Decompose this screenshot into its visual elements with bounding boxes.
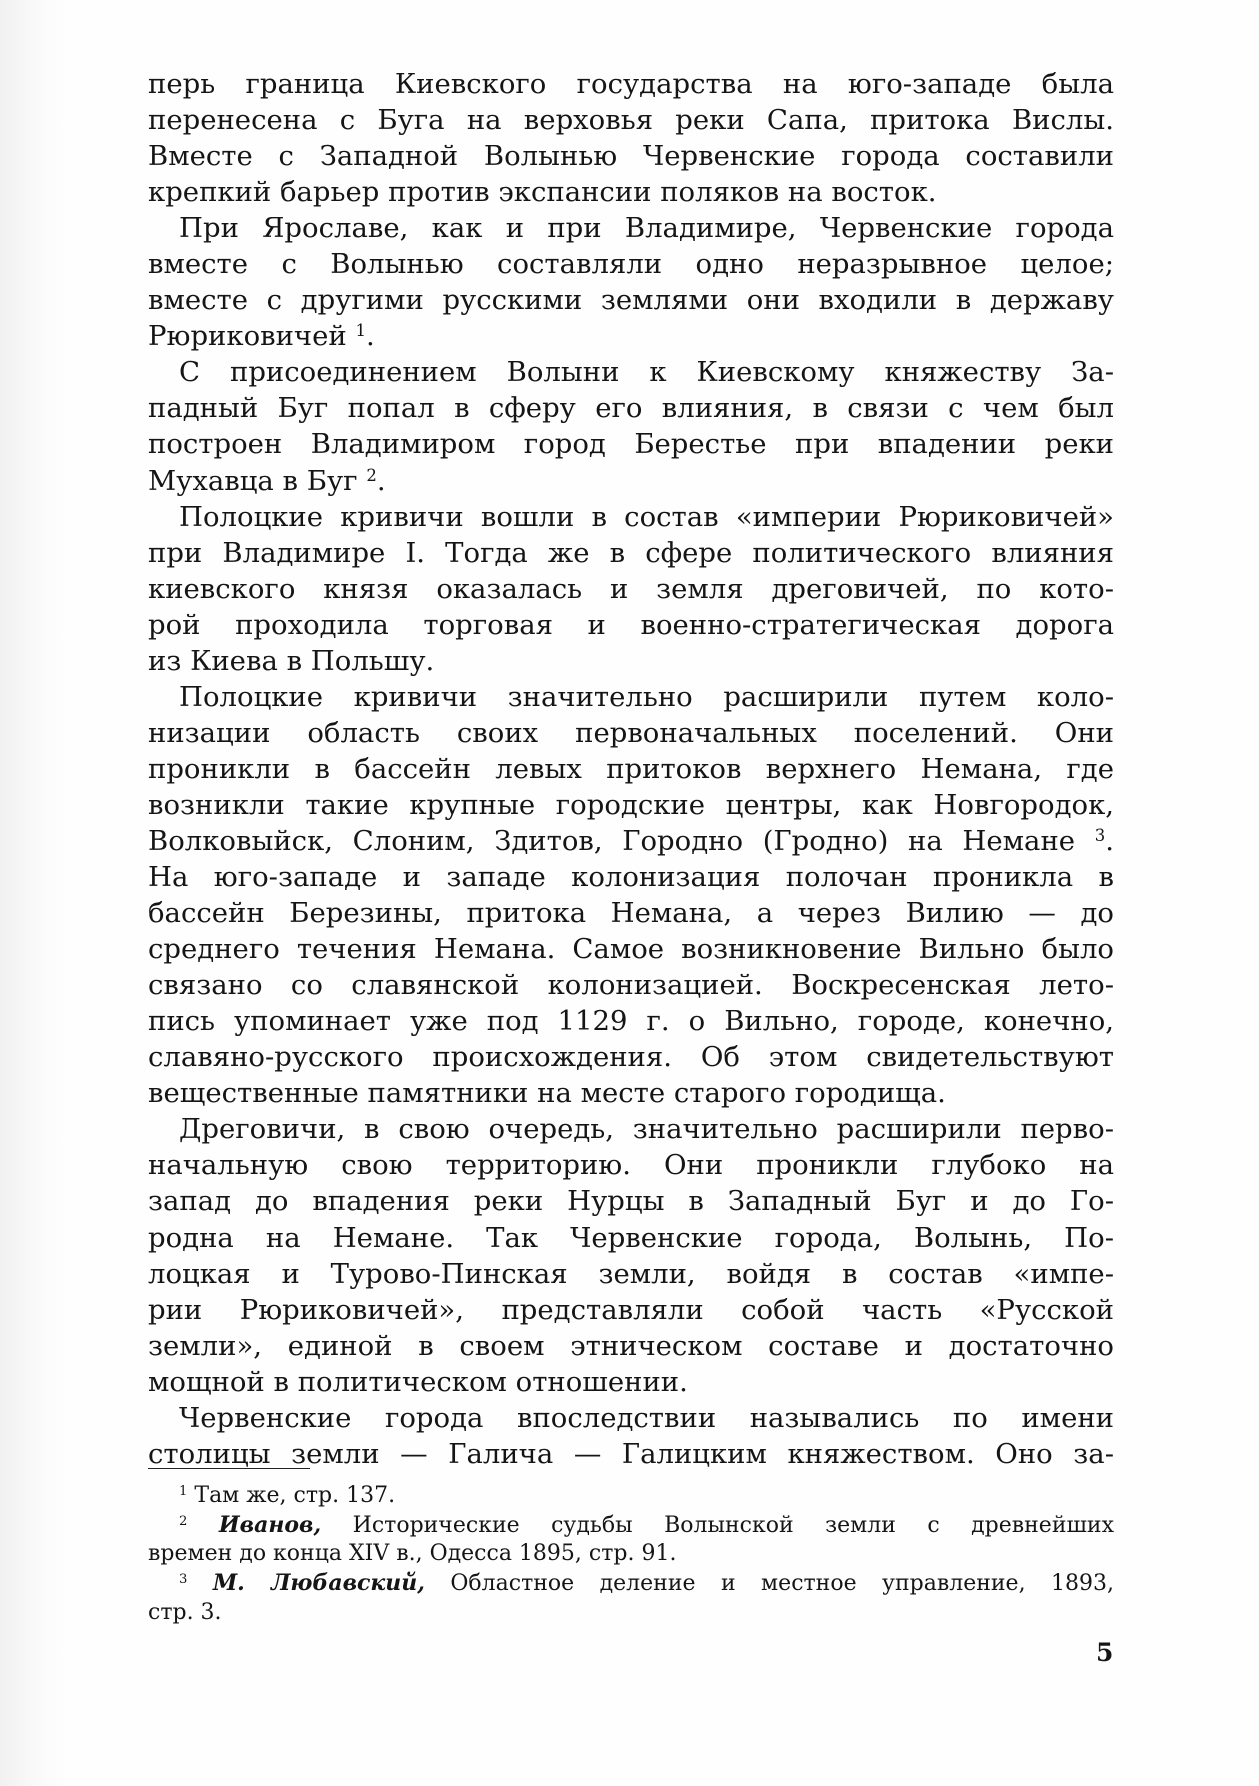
punctuation: . — [365, 320, 375, 353]
text-line: перенесена с Буга на верховья реки Сапа, притока Вислы. — [148, 104, 1114, 137]
text-line: родна на Немане. Так Червенские города, Волынь, По- — [148, 1221, 1114, 1254]
punctuation: . — [376, 464, 386, 497]
text-line: земли», единой в своем этническом составе и достаточно — [148, 1329, 1114, 1362]
text-line: построен Владимиром город Берестье при впадении реки — [148, 428, 1114, 461]
text-line: запад до впадения реки Нурцы в Западный Буг и до Го- — [148, 1185, 1114, 1218]
text-line: Червенские города впоследствии назывались по имени — [179, 1401, 1114, 1434]
footnote-mark: 3 — [179, 1571, 188, 1587]
text-line: Полоцкие кривичи вошли в состав «империи Рюриковичей» — [179, 500, 1114, 533]
page-edge-shadow — [0, 0, 70, 1786]
footnotes — [148, 1482, 1114, 1628]
footnote-3-continued: стр. 3. — [148, 1599, 222, 1625]
text-line: низации область своих первоначальных поселений. Они — [148, 716, 1114, 749]
footnote-ref-1[interactable]: 1 — [355, 321, 366, 341]
text-line — [148, 463, 1114, 499]
footnote-ref-2[interactable]: 2 — [366, 465, 377, 485]
text-line — [148, 318, 1114, 354]
footnote-author: Иванов, — [218, 1511, 322, 1538]
text-line: рой проходила торговая и военно-стратегическая дорога — [148, 608, 1114, 641]
text-line: проникли в бассейн левых притоков верхнего Немана, где — [148, 752, 1114, 785]
punctuation: . — [1105, 824, 1114, 857]
footnote-divider — [148, 1468, 310, 1469]
text-line: рии Рюриковичей», представляли собой часть «Русской — [148, 1293, 1114, 1326]
text-line: Дреговичи, в свою очередь, значительно расширили перво- — [179, 1113, 1114, 1146]
footnote-mark: 1 — [179, 1483, 188, 1499]
text-line: При Ярославе, как и при Владимире, Червенские города — [179, 212, 1114, 245]
footnote-3 — [148, 1569, 1114, 1599]
text-fragment: Волковыйск, Слоним, Здитов, Городно (Гродно) на Немане — [148, 824, 1076, 857]
footnote-mark: 2 — [179, 1513, 188, 1529]
text-fragment: Мухавца в Буг — [148, 464, 358, 497]
text-line: С присоединением Волыни к Киевскому княжеству За- — [179, 356, 1114, 389]
text-line: пись упоминает уже под 1129 г. о Вильно, городе, конечно, — [148, 1005, 1114, 1038]
text-line: вещественные памятники на месте старого городища. — [148, 1077, 946, 1110]
text-line: крепкий барьер против экспансии поляков на восток. — [148, 176, 937, 209]
footnote-ref-3[interactable]: 3 — [1094, 825, 1106, 845]
main-text — [148, 66, 1114, 1472]
text-line: лоцкая и Турово-Пинская земли, войдя в состав «импе- — [148, 1257, 1114, 1290]
text-line: мощной в политическом отношении. — [148, 1365, 688, 1398]
text-line: начальную свою территорию. Они проникли глубоко на — [148, 1149, 1114, 1182]
text-line: вместе с Волынью составляли одно неразрывное целое; — [148, 248, 1114, 281]
text-line: киевского князя оказалась и земля дреговичей, по кото- — [148, 572, 1114, 605]
footnote-text: Исторические судьбы Волынской земли с древнейших — [352, 1512, 1115, 1538]
text-line: Вместе с Западной Волынью Червенские города составили — [148, 140, 1114, 173]
text-line: славяно-русского происхождения. Об этом свидетельствуют — [148, 1041, 1114, 1074]
text-line: падный Буг попал в сферу его влияния, в связи с чем был — [148, 392, 1114, 425]
page-number: 5 — [1096, 1638, 1114, 1667]
text-line: вместе с другими русскими землями они входили в державу — [148, 284, 1114, 317]
footnote-text: Областное деление и местное управление, 1893, — [450, 1571, 1114, 1597]
text-line: Полоцкие кривичи значительно расширили путем коло- — [179, 680, 1114, 713]
footnote-2-continued: времен до конца XIV в., Одесса 1895, стр. 91. — [148, 1541, 677, 1567]
footnote-author: М. Любавский, — [212, 1570, 425, 1597]
text-line: среднего течения Немана. Самое возникновение Вильно было — [148, 933, 1114, 966]
text-line: бассейн Березины, притока Немана, а через Вилию — до — [148, 897, 1114, 930]
footnote-2 — [148, 1511, 1114, 1541]
footnote-1 — [148, 1482, 1114, 1511]
text-line: при Владимире I. Тогда же в сфере политического влияния — [148, 536, 1114, 569]
text-line: столицы земли — Галича — Галицким княжеством. Оно за- — [148, 1437, 1114, 1470]
footnote-text: Там же, стр. 137. — [194, 1483, 396, 1508]
text-fragment: Рюриковичей — [148, 320, 347, 353]
text-line: На юго-западе и западе колонизация полочан проникла в — [148, 861, 1114, 894]
text-line: возникли такие крупные городские центры, как Новгородок, — [148, 788, 1114, 821]
text-line: из Киева в Польшу. — [148, 644, 435, 677]
text-line: связано со славянской колонизацией. Воскресенская лето- — [148, 969, 1114, 1002]
text-line: перь граница Киевского государства на юго-западе была — [148, 68, 1114, 100]
text-line — [148, 823, 1114, 859]
